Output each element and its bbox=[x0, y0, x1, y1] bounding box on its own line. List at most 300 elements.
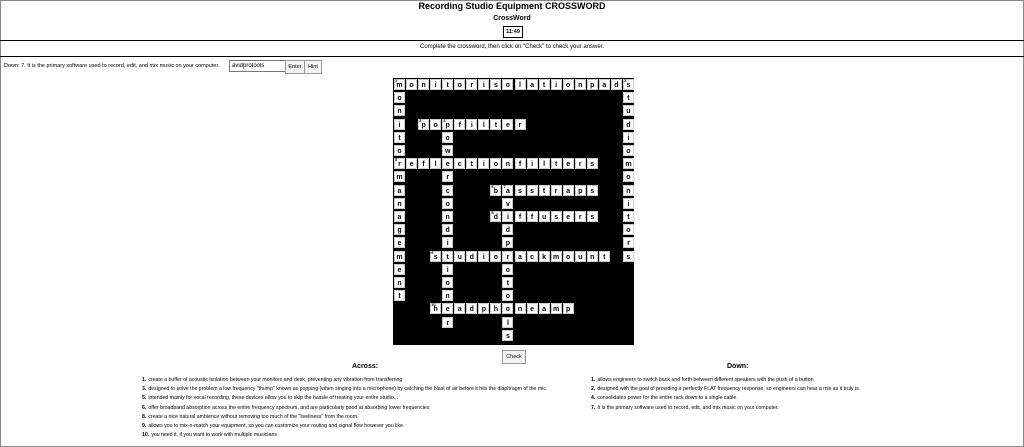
grid-cell[interactable] bbox=[406, 158, 417, 169]
down-clue-list bbox=[591, 376, 1011, 413]
grid-cell[interactable] bbox=[587, 185, 598, 196]
grid-cell[interactable] bbox=[623, 251, 634, 262]
grid-cell[interactable] bbox=[623, 79, 634, 90]
grid-cell[interactable] bbox=[575, 185, 586, 196]
grid-cell[interactable] bbox=[394, 132, 405, 143]
clue-item-number: 5. bbox=[142, 395, 147, 402]
grid-cell[interactable] bbox=[394, 237, 405, 248]
grid-cell[interactable] bbox=[394, 185, 405, 196]
grid-cell[interactable] bbox=[490, 79, 501, 90]
cell-letter: o bbox=[626, 174, 631, 182]
cell-letter: d bbox=[469, 306, 474, 314]
cell-letter: s bbox=[626, 82, 631, 89]
grid-cell[interactable] bbox=[575, 211, 586, 222]
grid-cell[interactable] bbox=[442, 158, 453, 169]
cell-letter: m bbox=[396, 82, 403, 89]
cell-letter: d bbox=[626, 121, 631, 129]
grid-cell[interactable] bbox=[442, 224, 453, 235]
grid-cell[interactable] bbox=[587, 251, 598, 262]
grid-cell[interactable] bbox=[394, 92, 405, 103]
cell-letter: a bbox=[518, 253, 522, 261]
grid-cell[interactable] bbox=[430, 251, 441, 262]
cell-letter: a bbox=[505, 187, 510, 195]
grid-cell[interactable] bbox=[442, 264, 453, 275]
cell-letter: a bbox=[566, 187, 571, 195]
cell-letter: m bbox=[396, 174, 403, 182]
grid-cell[interactable] bbox=[490, 303, 501, 314]
grid-cell[interactable] bbox=[551, 211, 562, 222]
grid-cell[interactable] bbox=[515, 79, 526, 90]
grid-cell[interactable] bbox=[563, 185, 574, 196]
grid-cell[interactable] bbox=[394, 264, 405, 275]
across-clue-list bbox=[142, 376, 590, 440]
cell-letter: p bbox=[481, 306, 486, 314]
cell-letter: g bbox=[397, 227, 402, 235]
grid-cell[interactable] bbox=[623, 237, 634, 248]
grid-cell[interactable] bbox=[623, 185, 634, 196]
grid-cell[interactable] bbox=[490, 211, 501, 222]
cell-letter: i bbox=[627, 200, 630, 208]
cell-letter: o bbox=[457, 82, 462, 89]
clue-number: 5 bbox=[395, 157, 398, 163]
check-button[interactable]: Check bbox=[502, 350, 526, 364]
cell-letter: o bbox=[626, 227, 631, 235]
grid-cell[interactable] bbox=[527, 211, 538, 222]
clue-number: 4 bbox=[443, 117, 446, 123]
cell-letter: r bbox=[446, 174, 450, 182]
cell-letter: a bbox=[397, 214, 402, 221]
grid-cell[interactable] bbox=[466, 158, 477, 169]
grid-cell[interactable] bbox=[502, 224, 513, 235]
grid-cell[interactable] bbox=[623, 171, 634, 182]
cell-letter: i bbox=[434, 82, 437, 89]
grid-cell[interactable] bbox=[502, 185, 513, 196]
across-clue-item[interactable] bbox=[142, 413, 590, 422]
cell-letter: f bbox=[458, 121, 461, 129]
cell-letter: f bbox=[518, 161, 522, 169]
cell-letter: n bbox=[397, 280, 402, 287]
grid-cell[interactable] bbox=[394, 105, 405, 116]
grid-cell[interactable] bbox=[587, 211, 598, 222]
clue-item-text: create a buffer of acoustic isolation between your monitors and desk, preventing any vibration from transferring bbox=[148, 377, 403, 383]
grid-cell[interactable] bbox=[490, 119, 501, 130]
grid-cell[interactable] bbox=[551, 251, 562, 262]
grid-cell[interactable] bbox=[551, 303, 562, 314]
cell-letter: o bbox=[445, 200, 450, 208]
grid-cell[interactable] bbox=[394, 198, 405, 209]
grid-cell[interactable] bbox=[466, 303, 477, 314]
grid-cell[interactable] bbox=[478, 79, 489, 90]
grid-cell[interactable] bbox=[430, 79, 441, 90]
grid-cell[interactable] bbox=[454, 119, 465, 130]
grid-cell[interactable] bbox=[563, 158, 574, 169]
cell-letter: f bbox=[518, 214, 522, 221]
across-clue-item[interactable] bbox=[142, 431, 590, 440]
cell-letter: e bbox=[397, 266, 402, 274]
cell-letter: r bbox=[398, 161, 401, 169]
grid-cell[interactable] bbox=[551, 158, 562, 169]
grid-cell[interactable] bbox=[394, 277, 405, 288]
cell-letter: r bbox=[470, 82, 474, 89]
cell-letter: c bbox=[530, 253, 534, 261]
grid-cell[interactable] bbox=[394, 251, 405, 262]
grid-cell[interactable] bbox=[575, 158, 586, 169]
grid-cell[interactable] bbox=[563, 211, 574, 222]
grid-cell[interactable] bbox=[394, 290, 405, 301]
grid-cell[interactable] bbox=[442, 198, 453, 209]
cell-letter: o bbox=[397, 95, 402, 103]
page-subtitle: CrossWord bbox=[493, 15, 531, 22]
grid-cell[interactable] bbox=[623, 145, 634, 156]
grid-cell[interactable] bbox=[454, 303, 465, 314]
clue-item-number: 9. bbox=[142, 423, 147, 430]
crossword-grid bbox=[393, 78, 634, 345]
across-clue-item[interactable] bbox=[142, 376, 590, 385]
grid-cell[interactable] bbox=[551, 185, 562, 196]
grid-cell[interactable] bbox=[394, 171, 405, 182]
grid-cell[interactable] bbox=[442, 317, 453, 328]
grid-cell[interactable] bbox=[515, 158, 526, 169]
grid-cell[interactable] bbox=[466, 79, 477, 90]
cell-letter: s bbox=[518, 187, 522, 195]
grid-cell[interactable] bbox=[430, 119, 441, 130]
grid-cell[interactable] bbox=[623, 211, 634, 222]
grid-cell[interactable] bbox=[539, 185, 550, 196]
cell-letter: a bbox=[602, 82, 607, 89]
grid-cell[interactable] bbox=[611, 79, 622, 90]
cell-letter: i bbox=[531, 161, 534, 169]
cell-letter: o bbox=[566, 253, 571, 261]
grid-cell[interactable] bbox=[563, 303, 574, 314]
grid-cell[interactable] bbox=[442, 119, 453, 130]
cell-letter: t bbox=[554, 161, 558, 169]
divider bbox=[0, 40, 1024, 41]
clue-number: 9 bbox=[431, 249, 434, 255]
cell-letter: e bbox=[505, 121, 510, 129]
across-clue-item[interactable] bbox=[142, 394, 590, 403]
grid-cell[interactable] bbox=[490, 185, 501, 196]
cell-letter: r bbox=[446, 319, 450, 327]
down-clue-item[interactable] bbox=[591, 385, 1011, 394]
across-clue-item[interactable] bbox=[142, 422, 590, 431]
grid-cell[interactable] bbox=[502, 251, 513, 262]
grid-cell[interactable] bbox=[515, 303, 526, 314]
grid-cell[interactable] bbox=[442, 145, 453, 156]
cell-letter: t bbox=[506, 280, 510, 287]
cell-letter: t bbox=[627, 214, 630, 221]
cell-letter: i bbox=[470, 121, 473, 129]
cell-letter: e bbox=[397, 240, 402, 248]
grid-cell[interactable] bbox=[478, 303, 489, 314]
cell-letter: o bbox=[397, 148, 402, 155]
cell-letter: d bbox=[614, 82, 619, 89]
grid-cell[interactable] bbox=[587, 79, 598, 90]
grid-cell[interactable] bbox=[502, 79, 513, 90]
cell-letter: o bbox=[445, 134, 450, 142]
cell-letter: p bbox=[445, 121, 450, 129]
clue-item-text: designed to solve the problem a low frequency "thump" known as popping (when singing into a microphone) by catching the blast of air before it hits the diaphragm of the mic. bbox=[148, 386, 548, 393]
grid-cell[interactable] bbox=[466, 119, 477, 130]
across-clue-item[interactable] bbox=[142, 385, 590, 394]
cell-letter: p bbox=[421, 121, 426, 129]
cell-letter: m bbox=[396, 253, 403, 261]
cell-letter: c bbox=[445, 187, 450, 195]
grid-cell[interactable] bbox=[551, 79, 562, 90]
cell-letter: e bbox=[566, 161, 571, 169]
grid-cell[interactable] bbox=[502, 158, 513, 169]
timer: 11:49 bbox=[503, 26, 523, 38]
grid-cell[interactable] bbox=[539, 251, 550, 262]
grid-cell[interactable] bbox=[394, 119, 405, 130]
cell-letter: p bbox=[578, 187, 583, 195]
grid-cell[interactable] bbox=[394, 79, 405, 90]
clue-item-number: 7. bbox=[591, 404, 596, 411]
grid-cell[interactable] bbox=[575, 79, 586, 90]
grid-cell[interactable] bbox=[466, 251, 477, 262]
cell-letter: n bbox=[397, 200, 402, 208]
grid-cell[interactable] bbox=[527, 185, 538, 196]
cell-letter: i bbox=[446, 266, 449, 274]
cell-letter: s bbox=[590, 214, 595, 221]
cell-letter: l bbox=[434, 161, 437, 169]
grid-cell[interactable] bbox=[490, 158, 501, 169]
cell-letter: s bbox=[505, 332, 510, 340]
cell-letter: m bbox=[625, 161, 632, 169]
cell-letter: i bbox=[627, 134, 630, 142]
cell-letter: s bbox=[433, 253, 438, 261]
cell-letter: p bbox=[590, 82, 595, 89]
grid-cell[interactable] bbox=[442, 303, 453, 314]
clue-number: 7 bbox=[503, 183, 506, 189]
grid-cell[interactable] bbox=[527, 79, 538, 90]
clue-item-text: create a nice natural ambience without removing too much of the "liveliness" from the room. bbox=[148, 413, 359, 420]
cell-letter: b bbox=[493, 187, 499, 195]
cell-letter: k bbox=[542, 253, 547, 261]
clue-item-text: It is the primary software used to record, edit, and mix music on your computer. bbox=[597, 404, 779, 411]
grid-cell[interactable] bbox=[502, 330, 513, 341]
grid-cell[interactable] bbox=[623, 119, 634, 130]
clue-item-text: offer broadband absorption across the entire frequency spectrum, and are particularly good at absorbing lower frequencies bbox=[148, 404, 430, 411]
grid-cell[interactable] bbox=[599, 79, 610, 90]
cell-letter: s bbox=[590, 161, 595, 169]
cell-letter: o bbox=[445, 280, 450, 287]
grid-cell[interactable] bbox=[406, 79, 417, 90]
cell-letter: e bbox=[445, 306, 450, 314]
grid-cell[interactable] bbox=[478, 251, 489, 262]
cell-letter: a bbox=[542, 306, 547, 314]
cell-letter: e bbox=[409, 161, 414, 169]
clue-number: 1 bbox=[395, 78, 398, 83]
enter-button[interactable]: Enter bbox=[285, 60, 305, 74]
grid-cell[interactable] bbox=[394, 211, 405, 222]
cell-letter: u bbox=[578, 253, 583, 261]
down-clue-item[interactable] bbox=[591, 404, 1011, 413]
cell-letter: m bbox=[553, 253, 560, 261]
hint-button[interactable]: Hint bbox=[304, 60, 322, 74]
grid-cell[interactable] bbox=[515, 211, 526, 222]
grid-cell[interactable] bbox=[394, 224, 405, 235]
grid-cell[interactable] bbox=[478, 158, 489, 169]
clue-item-text: allows you to mix-n-match your equipment, so you can customize your routing and signal flow however you like. bbox=[148, 423, 405, 430]
grid-cell[interactable] bbox=[442, 290, 453, 301]
cell-letter: s bbox=[530, 187, 534, 195]
cell-letter: a bbox=[397, 187, 402, 195]
clue-number: 3 bbox=[419, 117, 422, 123]
instructions: Complete the crossword, then click on "Check" to check your answer. bbox=[419, 44, 604, 50]
cell-letter: o bbox=[505, 266, 511, 274]
clue-number: 6 bbox=[491, 183, 494, 189]
clue-number: 10 bbox=[431, 302, 436, 308]
cell-letter: e bbox=[530, 306, 534, 314]
cell-letter: t bbox=[603, 253, 606, 261]
grid-cell[interactable] bbox=[502, 119, 513, 130]
grid-cell[interactable] bbox=[430, 158, 441, 169]
grid-cell[interactable] bbox=[442, 79, 453, 90]
grid-cell[interactable] bbox=[454, 158, 465, 169]
across-clue-item[interactable] bbox=[142, 404, 590, 413]
grid-cell[interactable] bbox=[394, 145, 405, 156]
cell-letter: w bbox=[444, 148, 451, 155]
cell-letter: s bbox=[590, 187, 595, 195]
cell-letter: i bbox=[482, 161, 485, 169]
grid-cell[interactable] bbox=[587, 158, 598, 169]
grid-cell[interactable] bbox=[454, 251, 465, 262]
grid-cell[interactable] bbox=[502, 237, 513, 248]
cell-letter: d bbox=[505, 227, 511, 235]
down-heading: Down: bbox=[727, 363, 749, 370]
grid-cell[interactable] bbox=[527, 251, 538, 262]
clue-item-number: 8. bbox=[142, 413, 147, 420]
cell-letter: e bbox=[566, 214, 571, 221]
cell-letter: i bbox=[398, 121, 401, 129]
clue-item-number: 10. bbox=[142, 432, 150, 439]
cell-letter: n bbox=[421, 82, 426, 89]
cell-letter: n bbox=[445, 293, 450, 301]
cell-letter: c bbox=[457, 161, 462, 169]
cell-letter: r bbox=[627, 240, 630, 248]
grid-cell[interactable] bbox=[502, 264, 513, 275]
clue-item-number: 3. bbox=[142, 386, 147, 393]
grid-cell[interactable] bbox=[539, 158, 550, 169]
answer-input[interactable] bbox=[229, 60, 287, 72]
down-clue-item[interactable] bbox=[591, 394, 1011, 403]
grid-cell[interactable] bbox=[563, 79, 574, 90]
grid-cell[interactable] bbox=[502, 290, 513, 301]
grid-cell[interactable] bbox=[418, 119, 429, 130]
grid-cell[interactable] bbox=[515, 119, 526, 130]
grid-cell[interactable] bbox=[502, 211, 513, 222]
cell-letter: h bbox=[433, 306, 438, 314]
clue-item-number: 2. bbox=[591, 386, 596, 393]
clue-number: 8 bbox=[491, 210, 494, 215]
grid-cell[interactable] bbox=[430, 303, 441, 314]
grid-cell[interactable] bbox=[623, 132, 634, 143]
cell-letter: p bbox=[505, 240, 511, 248]
cell-letter: t bbox=[627, 95, 630, 103]
cell-letter: o bbox=[505, 82, 511, 89]
clue-number: 2 bbox=[623, 78, 627, 83]
cell-letter: t bbox=[398, 293, 401, 301]
grid-cell[interactable] bbox=[442, 277, 453, 288]
grid-cell[interactable] bbox=[454, 79, 465, 90]
grid-cell[interactable] bbox=[623, 158, 634, 169]
cell-letter: o bbox=[409, 82, 414, 89]
grid-cell[interactable] bbox=[575, 251, 586, 262]
grid-cell[interactable] bbox=[394, 158, 405, 169]
cell-letter: n bbox=[505, 161, 511, 169]
page-title: Recording Studio Equipment CROSSWORD bbox=[418, 1, 606, 11]
grid-cell[interactable] bbox=[563, 251, 574, 262]
cell-letter: u bbox=[457, 253, 462, 261]
down-clue-item[interactable] bbox=[591, 376, 1011, 385]
grid-cell[interactable] bbox=[623, 198, 634, 209]
grid-cell[interactable] bbox=[442, 132, 453, 143]
grid-cell[interactable] bbox=[502, 277, 513, 288]
cell-letter: t bbox=[542, 82, 546, 89]
cell-letter: r bbox=[518, 121, 522, 129]
grid-cell[interactable] bbox=[539, 303, 550, 314]
grid-cell[interactable] bbox=[442, 171, 453, 182]
cell-letter: n bbox=[517, 306, 523, 314]
cell-letter: o bbox=[433, 121, 438, 129]
grid-cell[interactable] bbox=[442, 237, 453, 248]
grid-cell[interactable] bbox=[527, 303, 538, 314]
clue-item-number: 4. bbox=[591, 395, 596, 402]
grid-cell[interactable] bbox=[502, 198, 513, 209]
grid-cell[interactable] bbox=[515, 185, 526, 196]
cell-letter: f bbox=[422, 161, 425, 169]
cell-letter: p bbox=[566, 306, 571, 314]
clue-item-text: you need it, if you want to work with multiple musicians bbox=[151, 432, 277, 439]
grid-cell[interactable] bbox=[527, 158, 538, 169]
clue-item-text: intended mainly for vocal recording, these devices allow you to skip the hassle of treating your entire studio... bbox=[148, 395, 399, 402]
grid-cell[interactable] bbox=[539, 211, 550, 222]
cell-letter: n bbox=[626, 187, 631, 195]
cell-letter: d bbox=[469, 253, 474, 261]
cell-letter: i bbox=[555, 82, 558, 89]
grid-cell[interactable] bbox=[623, 224, 634, 235]
grid-cell[interactable] bbox=[442, 251, 453, 262]
cell-letter: f bbox=[530, 214, 534, 221]
cell-letter: t bbox=[542, 187, 546, 195]
cell-letter: o bbox=[493, 161, 499, 169]
header bbox=[0, 0, 1024, 40]
grid-cell[interactable] bbox=[478, 119, 489, 130]
grid-cell[interactable] bbox=[502, 317, 513, 328]
cell-letter: s bbox=[493, 82, 498, 89]
grid-cell[interactable] bbox=[515, 251, 526, 262]
grid-cell[interactable] bbox=[418, 158, 429, 169]
grid-cell[interactable] bbox=[539, 79, 550, 90]
grid-cell[interactable] bbox=[623, 92, 634, 103]
grid-cell[interactable] bbox=[442, 211, 453, 222]
cell-letter: n bbox=[578, 82, 583, 89]
grid-cell[interactable] bbox=[490, 251, 501, 262]
grid-cell[interactable] bbox=[623, 105, 634, 116]
clue-item-number: 1. bbox=[591, 377, 596, 383]
grid-cell[interactable] bbox=[418, 79, 429, 90]
clue-item-text: allows engineers to switch back and forth between different speakers with the push of a button bbox=[597, 377, 814, 383]
grid-cell[interactable] bbox=[442, 185, 453, 196]
grid-cell[interactable] bbox=[502, 303, 513, 314]
divider bbox=[0, 56, 1024, 57]
cell-letter: n bbox=[590, 253, 595, 261]
cell-letter: o bbox=[505, 293, 511, 301]
cell-letter: o bbox=[566, 82, 571, 89]
cell-letter: s bbox=[626, 253, 631, 261]
grid-cell[interactable] bbox=[599, 251, 610, 262]
cell-letter: v bbox=[505, 200, 510, 208]
